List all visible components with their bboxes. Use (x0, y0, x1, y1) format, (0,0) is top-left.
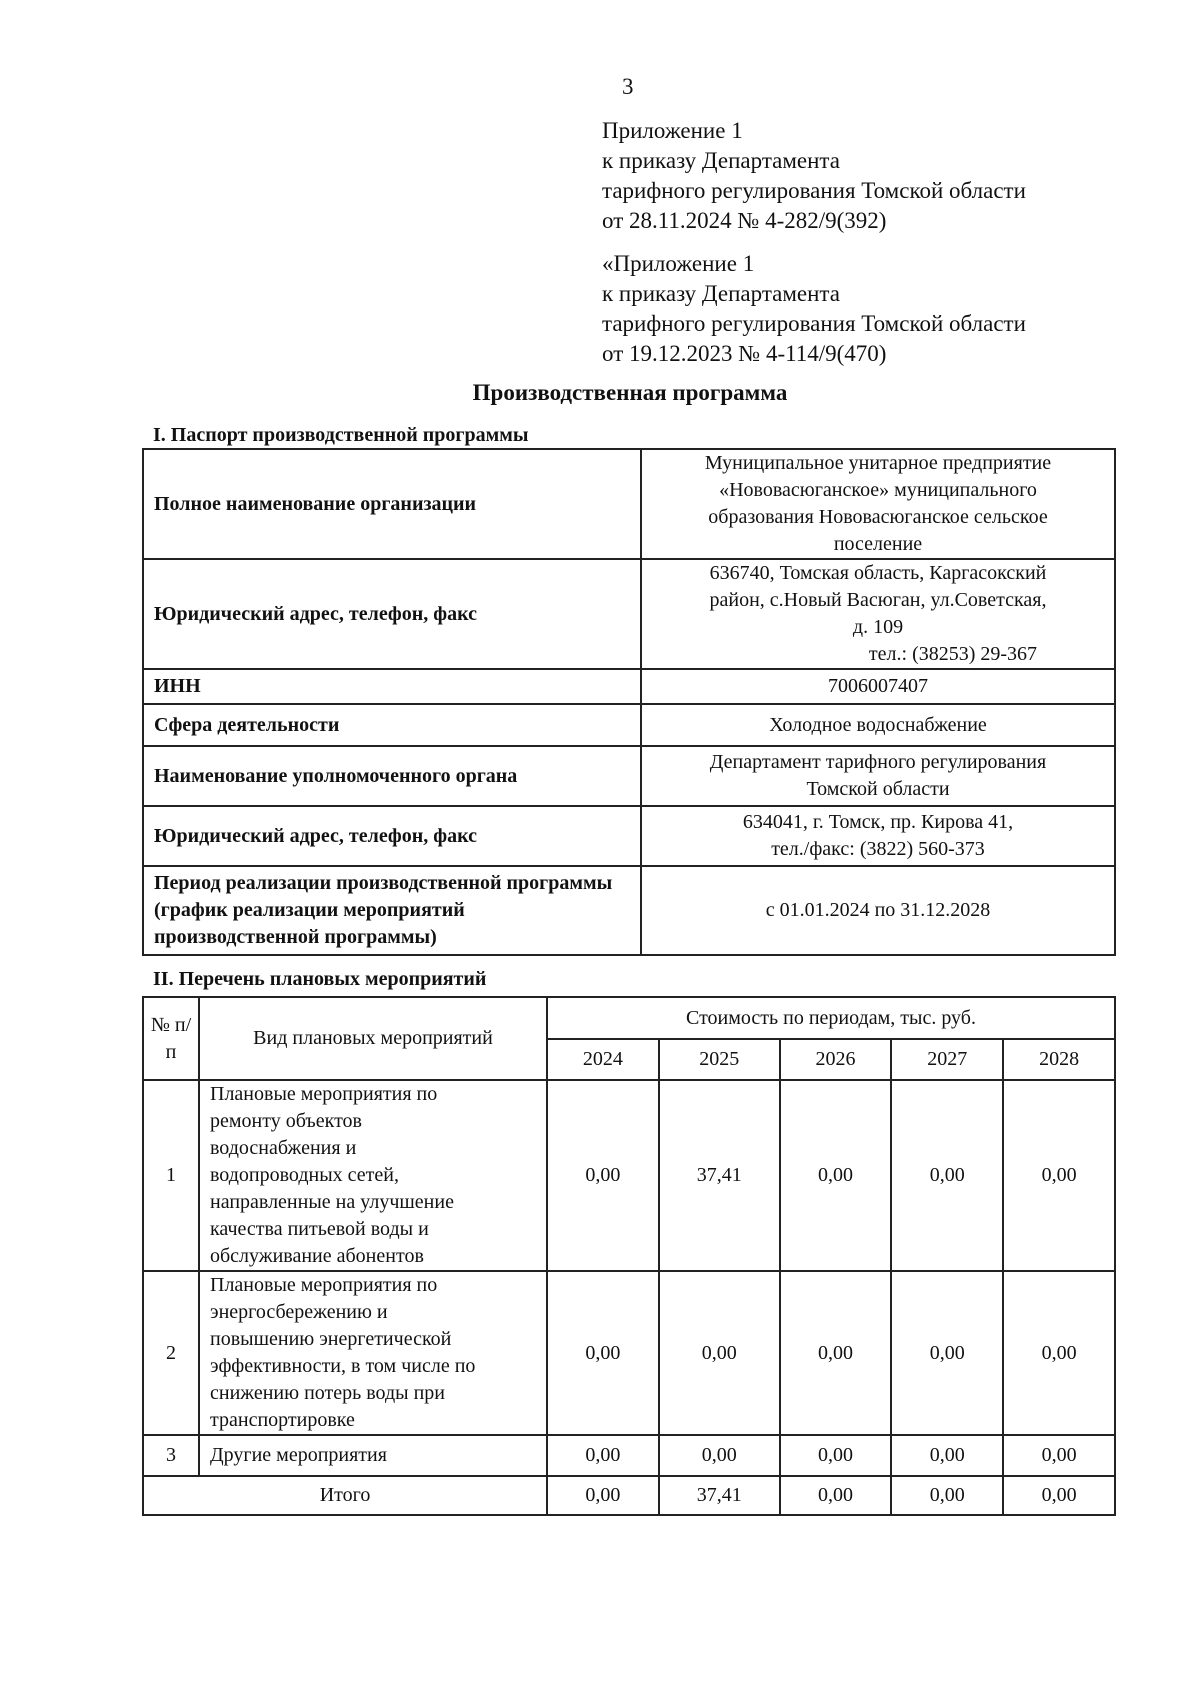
appendix-line: к приказу Департамента (602, 148, 840, 173)
document-title: Производственная программа (472, 380, 788, 405)
passport-table (142, 448, 1116, 956)
passport-key: ИНН (143, 669, 641, 704)
total-cell: 0,00 (891, 1476, 1003, 1515)
passport-key: Юридический адрес, телефон, факс (143, 559, 641, 669)
cost-cell: 0,00 (780, 1435, 892, 1476)
appendix-line: «Приложение 1 (602, 251, 755, 276)
value-line: поселение (833, 533, 923, 555)
row-number: 1 (143, 1080, 199, 1271)
passport-key: Период реализации производственной программы (график реализации мероприятий производственной программы) (143, 866, 641, 955)
cost-cell: 0,00 (891, 1435, 1003, 1476)
value-line: район, с.Новый Васюган, ул.Советская, (709, 589, 1047, 611)
cost-cell: 0,00 (547, 1080, 659, 1271)
cost-cell: 0,00 (1003, 1080, 1115, 1271)
cost-cell: 0,00 (1003, 1435, 1115, 1476)
passport-row (143, 746, 1115, 806)
name-line: водоснабжения и (210, 1137, 357, 1159)
passport-key: Юридический адрес, телефон, факс (143, 806, 641, 866)
name-line: снижению потерь воды при (210, 1382, 445, 1404)
value-line: тел.: (38253) 29-367 (868, 643, 1038, 665)
cost-cell: 0,00 (891, 1080, 1003, 1271)
cost-cell: 0,00 (780, 1080, 892, 1271)
header-row (143, 997, 1115, 1039)
total-row (143, 1476, 1115, 1515)
year-header: 2028 (1003, 1039, 1115, 1080)
passport-value: с 01.01.2024 по 31.12.2028 (641, 866, 1115, 955)
passport-row (143, 806, 1115, 866)
year-header: 2025 (659, 1039, 780, 1080)
col-cost-header: Стоимость по периодам, тыс. руб. (547, 997, 1115, 1039)
year-header: 2026 (780, 1039, 892, 1080)
appendix-line: Приложение 1 (602, 118, 743, 143)
passport-row (143, 449, 1115, 559)
table-row (143, 1271, 1115, 1435)
passport-row (143, 704, 1115, 746)
name-line: направленные на улучшение (210, 1191, 454, 1213)
cost-cell: 0,00 (547, 1271, 659, 1435)
passport-row (143, 669, 1115, 704)
passport-value: 7006007407 (641, 669, 1115, 704)
passport-row (143, 559, 1115, 669)
table-row (143, 1435, 1115, 1476)
passport-value (641, 746, 1115, 806)
name-line: Плановые мероприятия по (210, 1083, 438, 1105)
value-line: тел./факс: (3822) 560-373 (771, 838, 985, 860)
appendix-line: тарифного регулирования Томской области (602, 178, 1026, 203)
cost-cell: 0,00 (659, 1435, 780, 1476)
col-type-header: Вид плановых мероприятий (199, 997, 547, 1080)
name-line: Плановые мероприятия по (210, 1274, 438, 1296)
appendix-line: от 28.11.2024 № 4-282/9(392) (602, 208, 887, 233)
passport-value (641, 449, 1115, 559)
value-line: Муниципальное унитарное предприятие (704, 452, 1052, 474)
year-header: 2027 (891, 1039, 1003, 1080)
appendix-line: от 19.12.2023 № 4-114/9(470) (602, 341, 887, 366)
value-line: 636740, Томская область, Каргасокский (709, 562, 1047, 584)
page-number: 3 (622, 74, 634, 99)
cost-cell: 0,00 (891, 1271, 1003, 1435)
total-cell: 0,00 (547, 1476, 659, 1515)
passport-row (143, 866, 1115, 955)
measure-name (199, 1080, 547, 1271)
name-line: ремонту объектов (210, 1110, 362, 1132)
value-line: 634041, г. Томск, пр. Кирова 41, (742, 811, 1014, 833)
value-line: Департамент тарифного регулирования (709, 751, 1047, 773)
cost-cell: 0,00 (780, 1271, 892, 1435)
name-line: эффективности, в том числе по (210, 1355, 476, 1377)
value-line: д. 109 (852, 616, 904, 638)
total-label: Итого (143, 1476, 547, 1515)
table-row (143, 1080, 1115, 1271)
year-header: 2024 (547, 1039, 659, 1080)
total-cell: 0,00 (1003, 1476, 1115, 1515)
passport-key: Наименование уполномоченного органа (143, 746, 641, 806)
appendix-line: тарифного регулирования Томской области (602, 311, 1026, 336)
value-line: Томской области (806, 778, 950, 800)
passport-value (641, 806, 1115, 866)
name-line: водопроводных сетей, (210, 1164, 399, 1186)
section1-heading: I. Паспорт производственной программы (153, 424, 529, 446)
measure-name (199, 1271, 547, 1435)
name-line: энергосбережению и (210, 1301, 388, 1323)
name-line: обслуживание абонентов (210, 1245, 424, 1267)
cost-cell: 0,00 (1003, 1271, 1115, 1435)
passport-key: Сфера деятельности (143, 704, 641, 746)
cost-cell: 0,00 (659, 1271, 780, 1435)
passport-value (641, 559, 1115, 669)
appendix-reference-previous (602, 249, 1026, 369)
col-number-header: № п/п (143, 997, 199, 1080)
planned-measures-table (142, 996, 1116, 1516)
total-cell: 37,41 (659, 1476, 780, 1515)
name-line: повышению энергетической (210, 1328, 452, 1350)
total-cell: 0,00 (780, 1476, 892, 1515)
passport-key: Полное наименование организации (143, 449, 641, 559)
value-line: образования Нововасюганское сельское (708, 506, 1048, 528)
value-line: «Нововасюганское» муниципального (719, 479, 1037, 501)
row-number: 3 (143, 1435, 199, 1476)
section2-heading: II. Перечень плановых мероприятий (153, 968, 487, 990)
name-line: транспортировке (210, 1409, 355, 1431)
appendix-reference-current (602, 116, 1026, 236)
cost-cell: 37,41 (659, 1080, 780, 1271)
passport-value: Холодное водоснабжение (641, 704, 1115, 746)
cost-cell: 0,00 (547, 1435, 659, 1476)
appendix-line: к приказу Департамента (602, 281, 840, 306)
row-number: 2 (143, 1271, 199, 1435)
name-line: качества питьевой воды и (210, 1218, 429, 1240)
measure-name: Другие мероприятия (199, 1435, 547, 1476)
